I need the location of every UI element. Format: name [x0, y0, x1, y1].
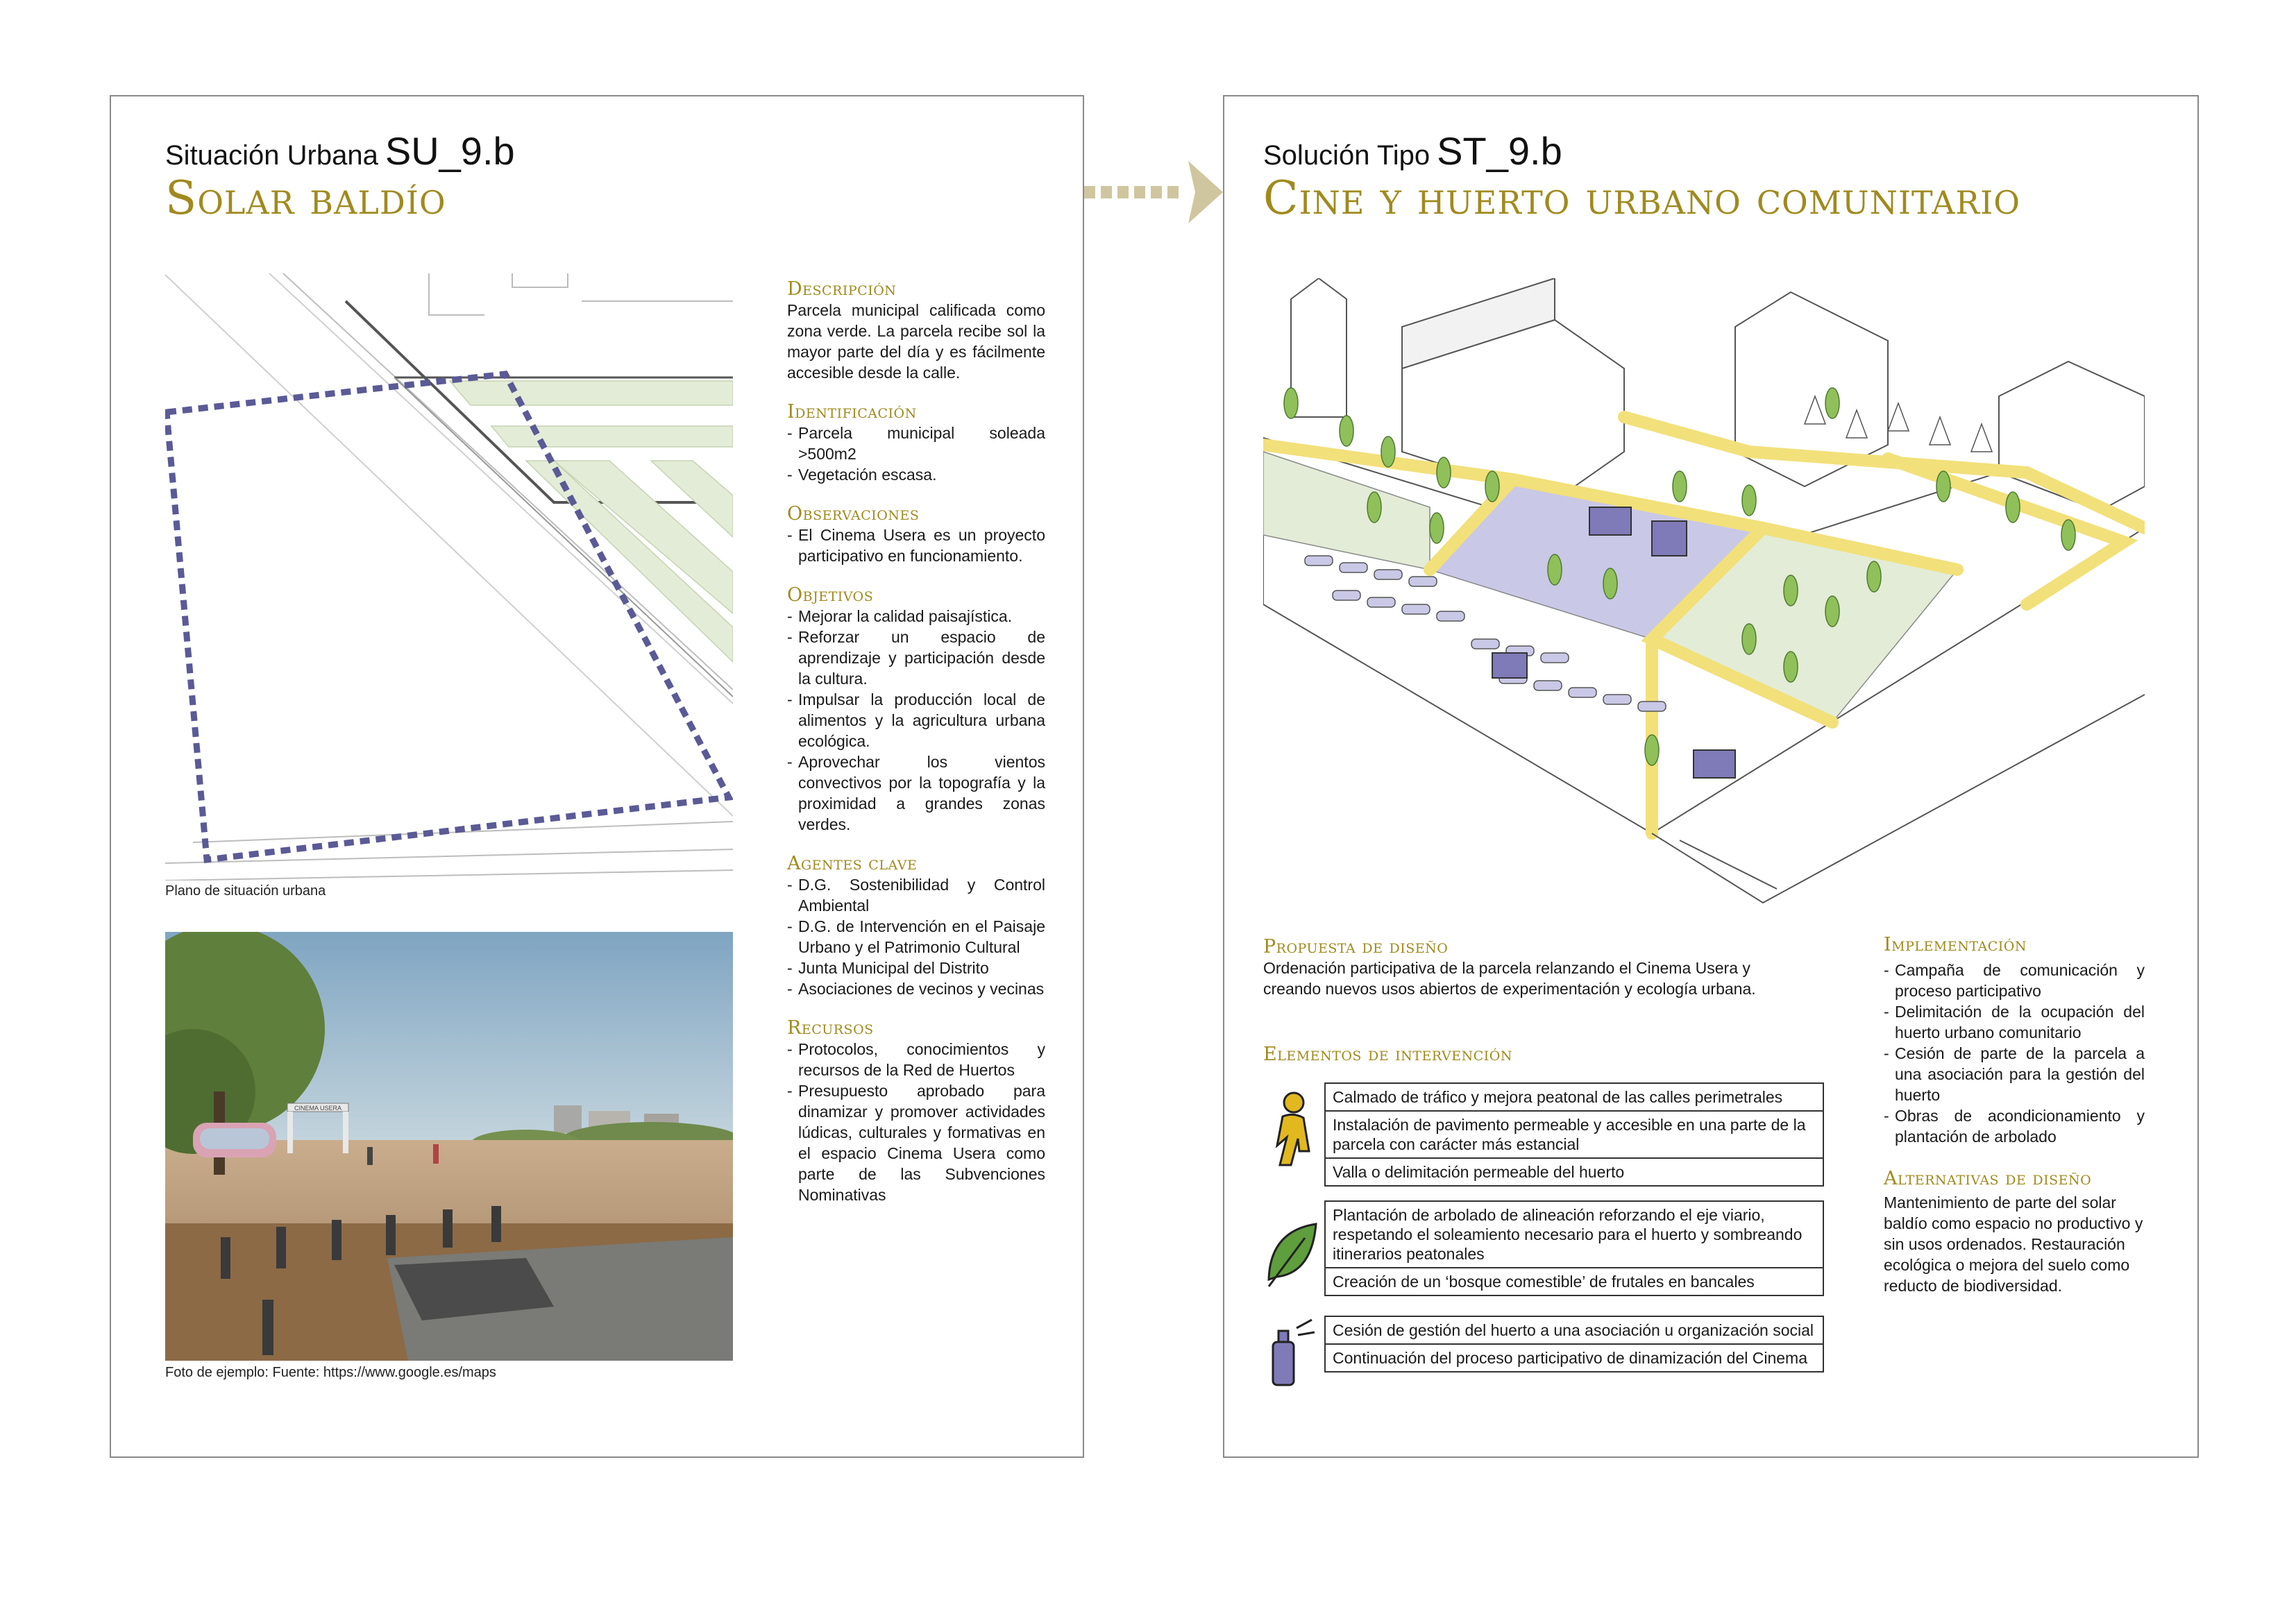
recursos-list: [787, 1039, 1045, 1205]
left-title: Solar baldío: [165, 171, 446, 225]
table-row: Calmado de tráfico y mejora peatonal de las calles perimetrales: [1325, 1083, 1823, 1111]
list-item: - Delimitación de la ocupación del huerto urbano comunitario: [1884, 1001, 2145, 1043]
section-heading-objetivos: Objetivos: [787, 584, 874, 606]
situation-map: [165, 273, 733, 881]
section-heading-recursos: Recursos: [787, 1017, 874, 1039]
section-heading-implementacion: Implementación: [1884, 934, 2027, 955]
list-item: - Reforzar un espacio de aprendizaje y participación desde la cultura.: [787, 627, 1045, 689]
example-photo-illustration: [165, 932, 733, 1361]
green-zones: [450, 381, 733, 662]
elements-group-1: [1324, 1082, 1824, 1187]
left-code: SU_9.b: [385, 129, 515, 173]
section-heading-descripcion: Descripción: [787, 278, 897, 300]
table-row: Instalación de pavimento permeable y accesible en una parte de la parcela con carácter más estancial: [1325, 1111, 1823, 1158]
section-heading-observaciones: Observaciones: [787, 503, 920, 525]
pedestrian-icon: [1263, 1082, 1319, 1186]
transition-arrow: [1084, 161, 1223, 223]
section-heading-elementos: Elementos de intervención: [1263, 1044, 1512, 1065]
map-caption: Plano de situación urbana: [165, 883, 326, 899]
photo-caption: Foto de ejemplo: Fuente: https://www.google.es/maps: [165, 1365, 496, 1380]
elements-table-1: [1324, 1082, 1824, 1187]
example-photo: [165, 932, 733, 1361]
list-item: - D.G. Sostenibilidad y Control Ambiental: [787, 874, 1045, 916]
left-text-column: [787, 278, 1045, 1205]
table-row: Plantación de arbolado de alineación reforzando el eje viario, respetando el soleamiento necesario para el huerto y sombreando itinerarios peatonales: [1325, 1201, 1823, 1268]
elements-group-3: [1324, 1316, 1824, 1373]
list-item: - Aprovechar los vientos convectivos por la topografía y la proximidad a grandes zonas verdes.: [787, 751, 1045, 835]
table-row: Valla o delimitación permeable del huerto: [1325, 1158, 1823, 1186]
cinema-sign-text: CINEMA USERA: [294, 1105, 342, 1112]
section-heading-agentes: Agentes clave: [787, 853, 918, 874]
axonometric-illustration: [1263, 278, 2145, 972]
table-row: Continuación del proceso participativo de dinamización del Cinema: [1325, 1344, 1823, 1372]
list-item: - Cesión de parte de la parcela a una asociación para la gestión del huerto: [1884, 1043, 2145, 1105]
spray-can-icon: [1263, 1314, 1319, 1391]
list-item: - Obras de acondicionamiento y plantación de arbolado: [1884, 1105, 2145, 1147]
situation-map-drawing: [165, 273, 733, 881]
type-solution-panel: [1223, 95, 2199, 1458]
list-item: - Junta Municipal del Distrito: [787, 958, 1045, 978]
design-proposal: [1263, 936, 1805, 999]
leaf-icon: [1263, 1217, 1319, 1293]
list-item: - Impulsar la producción local de alimentos y la agricultura urbana ecológica.: [787, 689, 1045, 751]
right-text-column: [1884, 934, 2145, 1296]
list-item: - Campaña de comunicación y proceso participativo: [1884, 960, 2145, 1001]
alternativas-text: Mantenimiento de parte del solar baldío como espacio no productivo y sin usos ordenados. Restauración ecológica o mejora del suelo como reducto de biodiversidad.: [1884, 1193, 2143, 1295]
list-item: - D.G. de Intervención en el Paisaje Urbano y el Patrimonio Cultural: [787, 916, 1045, 958]
objetivos-list: [787, 606, 1045, 835]
table-row: Cesión de gestión del huerto a una asociación u organización social: [1325, 1316, 1823, 1344]
list-item: - Asociaciones de vecinos y vecinas: [787, 978, 1045, 999]
right-kicker: Solución Tipo: [1263, 140, 1430, 171]
left-kicker: Situación Urbana: [165, 140, 378, 171]
elements-table-2: [1324, 1200, 1824, 1296]
section-heading-propuesta: Propuesta de diseño: [1263, 936, 1449, 958]
dashed-arrow-icon: [1084, 161, 1223, 223]
elements-table-3: [1324, 1316, 1824, 1373]
table-row: Creación de un ‘bosque comestible’ de frutales en bancales: [1325, 1268, 1823, 1295]
list-item: - El Cinema Usera es un proyecto participativo en funcionamiento.: [787, 525, 1045, 566]
agentes-list: [787, 874, 1045, 999]
list-item: - Presupuesto aprobado para dinamizar y promover actividades lúdicas, culturales y formativas en el espacio Cinema Usera como parte de las Subvenciones Nominativas: [787, 1080, 1045, 1205]
urban-situation-panel: [110, 95, 1084, 1458]
list-item: - Parcela municipal soleada >500m2: [787, 423, 1045, 464]
identificacion-list: [787, 423, 1045, 485]
right-title: Cine y huerto urbano comunitario: [1263, 171, 2020, 225]
list-item: - Protocolos, conocimientos y recursos de la Red de Huertos: [787, 1039, 1045, 1080]
list-item: - Vegetación escasa.: [787, 464, 1045, 485]
propuesta-text: Ordenación participativa de la parcela relanzando el Cinema Usera y creando nuevos usos abiertos de experimentación y ecología urbana.: [1263, 959, 1756, 998]
left-header: [165, 128, 515, 173]
section-heading-identificacion: Identificación: [787, 401, 917, 423]
section-heading-alternativas: Alternativas de diseño: [1884, 1168, 2092, 1189]
list-item: - Mejorar la calidad paisajística.: [787, 606, 1045, 627]
observaciones-list: [787, 525, 1045, 566]
elements-group-2: [1324, 1200, 1824, 1296]
right-header: [1263, 128, 1562, 173]
right-code: ST_9.b: [1437, 129, 1562, 173]
axonometric-drawing: [1263, 278, 2145, 972]
descripcion-text: Parcela municipal calificada como zona verde. La parcela recibe sol la mayor parte del día y es fácilmente accesible desde la calle.: [787, 301, 1045, 382]
implementacion-list: [1884, 960, 2145, 1147]
